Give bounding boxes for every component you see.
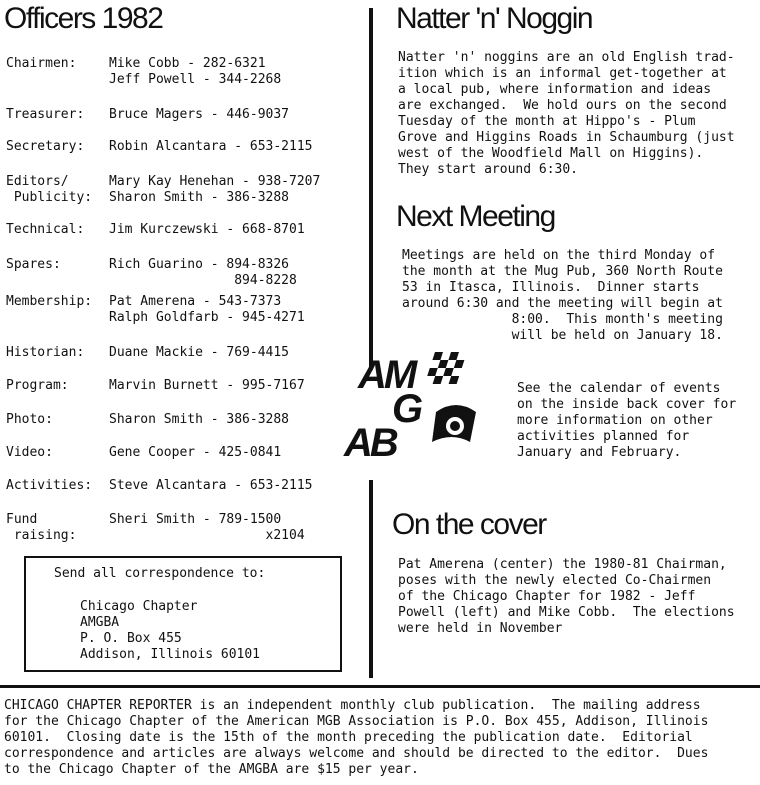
- officer-person: Duane Mackie - 769-4415: [109, 345, 290, 360]
- next-meeting-title: Next Meeting: [396, 200, 555, 233]
- logo-letters-ab: AB: [344, 421, 396, 460]
- calendar-note: See the calendar of events on the inside back cover for more information on other activities planned for January and February.: [517, 381, 737, 460]
- column-divider: [369, 8, 373, 370]
- column-divider: [369, 480, 373, 678]
- correspondence-intro: Send all correspondence to:: [54, 566, 266, 581]
- officer-role: Secretary:: [6, 139, 85, 154]
- officer-person: Steve Alcantara - 653-2115: [109, 478, 313, 493]
- officer-role: Technical:: [6, 222, 85, 237]
- officers-title: Officers 1982: [4, 2, 163, 35]
- officer-person: x2104: [109, 528, 305, 543]
- officer-person: Jeff Powell - 344-2268: [109, 72, 282, 87]
- officer-person: Ralph Goldfarb - 945-4271: [109, 310, 305, 325]
- checkered-flag-icon: [425, 352, 476, 442]
- officer-person: Sharon Smith - 386-3288: [109, 190, 290, 205]
- footer-text: CHICAGO CHAPTER REPORTER is an independent monthly club publication. The mailing address for the Chicago Chapter of the American MGB Association is P.O. Box 455, Addison, Illinois 60101. Closing date is the 15th of the month preceding the publication date. Editorial correspondence and articles are always welcome and should be directed to the editor. Dues to the Chicago Chapter of the AMGBA are $15 per year.: [4, 698, 709, 777]
- logo-letters-am: AM: [358, 353, 415, 397]
- address-line: Addison, Illinois 60101: [80, 647, 261, 662]
- officer-role: Program:: [6, 378, 69, 393]
- officer-role: Fund raising:: [6, 512, 77, 543]
- officer-role: Photo:: [6, 412, 53, 427]
- officer-person: Mike Cobb - 282-6321: [109, 56, 266, 71]
- cover-body: Pat Amerena (center) the 1980-81 Chairman, poses with the newly elected Co-Chairmen of the Chicago Chapter for 1982 - Jeff Powell (left) and Mike Cobb. The elections were held in November: [398, 557, 735, 636]
- officer-role: Editors/ Publicity:: [6, 174, 93, 205]
- correspondence-box: [24, 556, 342, 672]
- officer-person: Gene Cooper - 425-0841: [109, 445, 282, 460]
- officer-role: Historian:: [6, 345, 85, 360]
- next-meeting-body: Meetings are held on the third Monday of the month at the Mug Pub, 360 North Route 53 in Itasca, Illinois. Dinner starts around 6:30 and the meeting will begin at 8:00. This month's meeting will be held on January 18.: [402, 248, 723, 343]
- officer-person: 894-8228: [109, 273, 297, 288]
- officer-person: Rich Guarino - 894-8326: [109, 257, 290, 272]
- officer-role: Activities:: [6, 478, 93, 493]
- officer-role: Spares:: [6, 257, 61, 272]
- officer-person: Sheri Smith - 789-1500: [109, 512, 282, 527]
- officer-person: Marvin Burnett - 995-7167: [109, 378, 305, 393]
- officer-role: Membership:: [6, 294, 93, 309]
- logo-letters-g: G: [392, 387, 424, 431]
- address-line: P. O. Box 455: [80, 631, 182, 646]
- natter-body: Natter 'n' noggins are an old English trad- ition which is an informal get-together at a local pub, where information and ideas are exchanged. We hold ours on the second Tuesday of the month at Hippo's - Plum Grove and Higgins Roads in Schaumburg (just west of the Woodfield Mall on Higgins). They start around 6:30.: [398, 50, 735, 177]
- officer-person: Jim Kurczewski - 668-8701: [109, 222, 305, 237]
- officer-person: Pat Amerena - 543-7373: [109, 294, 282, 309]
- officer-person: Mary Kay Henehan - 938-7207: [109, 174, 321, 189]
- correspondence-address: [80, 599, 260, 663]
- officer-person: Sharon Smith - 386-3288: [109, 412, 290, 427]
- cover-title: On the cover: [392, 508, 546, 541]
- officer-person: Robin Alcantara - 653-2115: [109, 139, 313, 154]
- address-line: Chicago Chapter: [80, 599, 198, 614]
- officer-person: Bruce Magers - 446-9037: [109, 107, 290, 122]
- officer-role: Video:: [6, 445, 53, 460]
- natter-title: Natter 'n' Noggin: [396, 2, 593, 35]
- amgba-logo: [340, 350, 510, 460]
- address-line: AMGBA: [80, 615, 120, 630]
- footer-divider: [0, 685, 760, 688]
- officer-role: Chairmen:: [6, 56, 77, 71]
- officer-role: Treasurer:: [6, 107, 85, 122]
